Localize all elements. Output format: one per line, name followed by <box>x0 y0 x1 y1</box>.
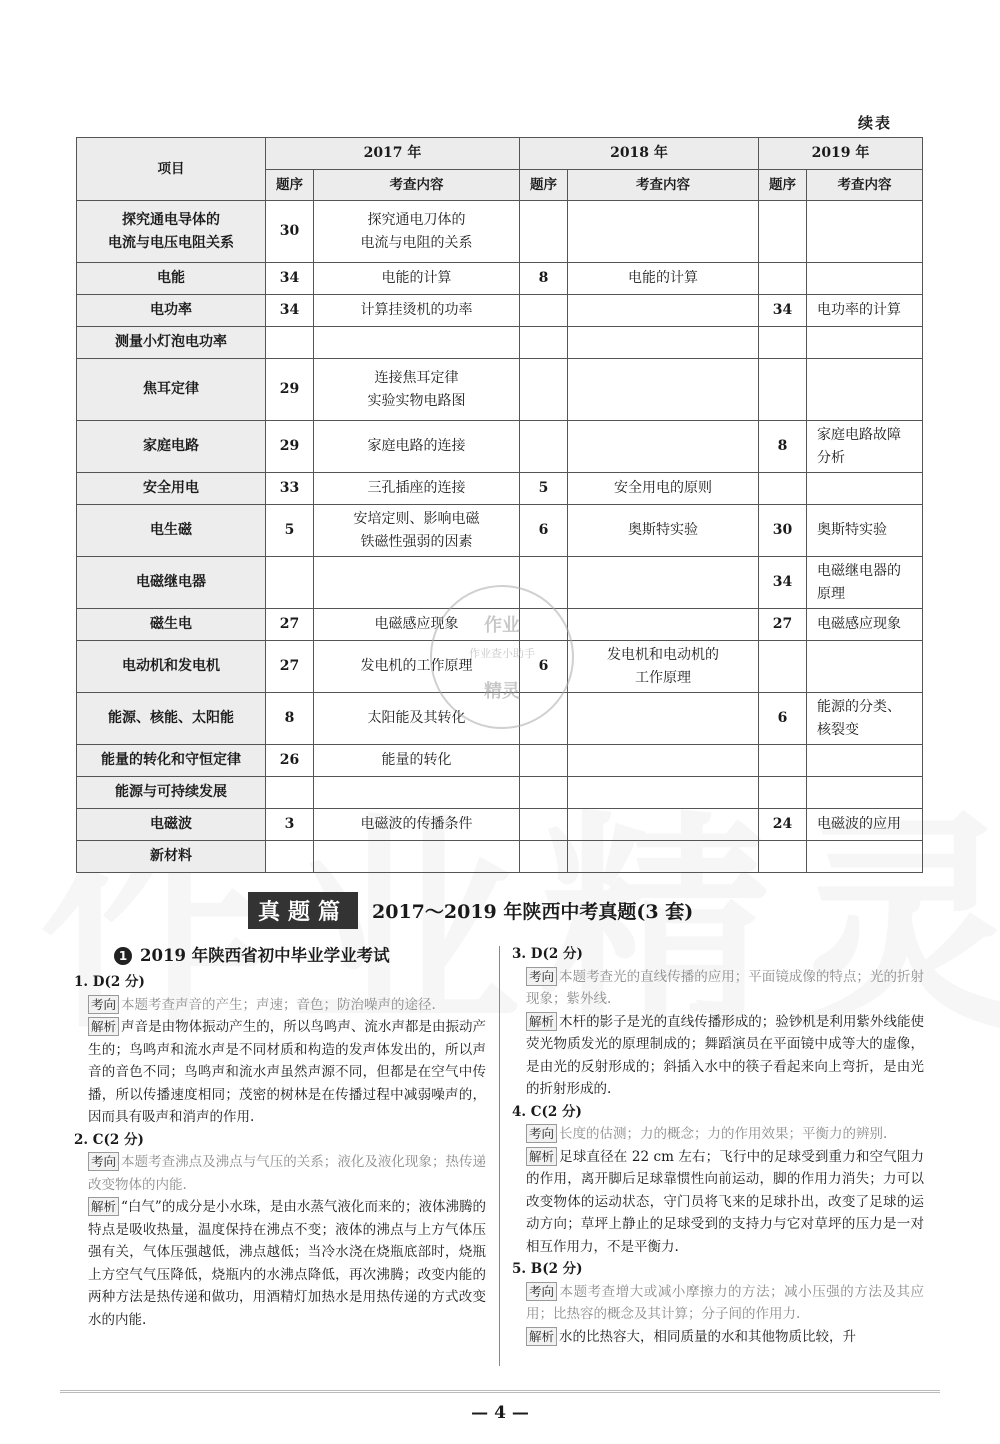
table-row <box>77 641 923 693</box>
kaoxiang-tag: 考向 <box>526 1282 557 1301</box>
question-no-2018: 5 <box>520 473 568 505</box>
content-2019 <box>807 745 923 777</box>
content-2018 <box>568 609 759 641</box>
content-2017-line: 电能的计算 <box>381 270 452 286</box>
content-2018 <box>568 505 759 557</box>
jiexi-tag: 解析 <box>526 1147 557 1166</box>
stamp-top-text: 作业 <box>484 615 520 636</box>
jiexi-paragraph <box>526 1326 924 1349</box>
page-number: — 4 — <box>471 1403 529 1423</box>
content-2017-line: 家庭电路的连接 <box>367 438 466 454</box>
content-2019 <box>807 263 923 295</box>
question-no-2018 <box>520 809 568 841</box>
question-no-2019: 6 <box>759 693 807 745</box>
question-no-2017: 34 <box>266 295 314 327</box>
content-2018-line: 发电机和电动机的 <box>607 646 719 663</box>
table-row <box>77 421 923 473</box>
content-2017 <box>314 745 520 777</box>
question-no-2019 <box>759 777 807 809</box>
question-no-2018: 6 <box>520 641 568 693</box>
content-2018 <box>568 201 759 263</box>
question-no-2019: 34 <box>759 557 807 609</box>
topic-cell <box>77 609 266 641</box>
banner-title: 2017～2019 年陕西中考真题(3 套) <box>372 900 694 923</box>
question-no-2018 <box>520 295 568 327</box>
content-2019 <box>807 641 923 693</box>
question-no-2019: 34 <box>759 295 807 327</box>
question-no-2019: 8 <box>759 421 807 473</box>
content-2017-line: 连接焦耳定律 <box>374 369 459 386</box>
column-divider <box>499 946 500 1366</box>
content-2017 <box>314 809 520 841</box>
content-2019-line: 电磁感应现象 <box>817 616 901 632</box>
content-2019-line: 电功率的计算 <box>817 302 901 318</box>
content-2018 <box>568 359 759 421</box>
content-2019-line: 家庭电路故障 <box>817 426 901 443</box>
table-row <box>77 295 923 327</box>
content-2018 <box>568 777 759 809</box>
topic-cell-line: 安全用电 <box>143 480 199 496</box>
topic-cell <box>77 359 266 421</box>
content-2018 <box>568 327 759 359</box>
answer-column-left <box>74 943 486 1331</box>
topic-cell-line: 焦耳定律 <box>143 381 199 397</box>
topic-cell <box>77 777 266 809</box>
question-no-2017: 5 <box>266 505 314 557</box>
table-row <box>77 609 923 641</box>
content-2018 <box>568 295 759 327</box>
content-2019-line: 能源的分类、 <box>817 698 901 715</box>
question-no-2019 <box>759 641 807 693</box>
topic-cell-line: 电磁继电器 <box>136 574 206 590</box>
topic-cell <box>77 745 266 777</box>
kaoxiang-paragraph <box>526 1123 924 1146</box>
question-no-2017: 33 <box>266 473 314 505</box>
content-2019 <box>807 693 923 745</box>
exam-section-title <box>114 943 486 969</box>
year-header-2017: 2017 年 <box>266 138 520 170</box>
table-row <box>77 473 923 505</box>
topic-cell-line: 测量小灯泡电功率 <box>115 334 227 350</box>
footer-rule <box>60 1390 940 1393</box>
content-2017 <box>314 557 520 609</box>
content-2017-line: 探究通电刀体的 <box>367 211 466 228</box>
kaoxiang-text: 本题考查沸点及沸点与气压的关系；液化及液化现象；热传递改变物体的内能. <box>88 1154 486 1193</box>
topic-cell <box>77 557 266 609</box>
content-2017 <box>314 693 520 745</box>
question-no-2017 <box>266 327 314 359</box>
sub-header-no: 题序 <box>520 170 568 201</box>
section-banner <box>248 891 693 929</box>
question-no-2019 <box>759 359 807 421</box>
stamp-bottom-text: 精灵 <box>484 681 520 702</box>
content-2018 <box>568 473 759 505</box>
topic-cell-line: 电功率 <box>150 302 192 318</box>
content-2017-line: 电磁波的传播条件 <box>360 816 473 832</box>
content-2018-line: 奥斯特实验 <box>628 522 698 538</box>
answer-key: 1. D(2 分) <box>74 974 145 990</box>
answer-item <box>512 943 924 1101</box>
topic-cell <box>77 505 266 557</box>
table-body <box>77 201 923 873</box>
kaoxiang-paragraph <box>88 1151 486 1196</box>
content-2019 <box>807 777 923 809</box>
content-2018 <box>568 841 759 873</box>
answer-key: 2. C(2 分) <box>74 1131 144 1148</box>
left-answers <box>74 971 486 1331</box>
question-no-2018 <box>520 557 568 609</box>
content-2019 <box>807 421 923 473</box>
right-answers <box>512 943 924 1348</box>
question-no-2019 <box>759 473 807 505</box>
content-2019 <box>807 505 923 557</box>
question-no-2017: 26 <box>266 745 314 777</box>
content-2018 <box>568 263 759 295</box>
continued-label: 续表 <box>857 114 892 132</box>
content-2017 <box>314 263 520 295</box>
content-2017-line: 安培定则、影响电磁 <box>353 510 480 527</box>
content-2019-line: 电磁波的应用 <box>817 816 901 832</box>
kaoxiang-text: 本题考查声音的产生；声速；音色；防治噪声的途径. <box>121 996 436 1013</box>
question-no-2017 <box>266 841 314 873</box>
jiexi-tag: 解析 <box>88 1197 119 1216</box>
kaoxiang-text: 长度的估测；力的概念；力的作用效果；平衡力的辨别. <box>559 1126 888 1142</box>
question-no-2019 <box>759 327 807 359</box>
kaoxiang-text: 本题考查增大或减小摩擦力的方法；减小压强的方法及其应用；比热容的概念及其计算；分子间的作用力. <box>526 1283 924 1322</box>
content-2019-line: 分析 <box>817 449 845 466</box>
content-2017-line: 实验实物电路图 <box>367 392 466 409</box>
kaoxiang-tag: 考向 <box>526 967 557 986</box>
topic-cell-line: 电生磁 <box>150 522 192 538</box>
content-2018 <box>568 557 759 609</box>
topic-cell <box>77 295 266 327</box>
content-2019-line: 原理 <box>817 585 845 602</box>
table-row <box>77 557 923 609</box>
question-no-2018 <box>520 777 568 809</box>
jiexi-text: 木杆的影子是光的直线传播形成的；验钞机是利用紫外线能使荧光物质发光的原理制成的；舞蹈演员在平面镜中成等大的虚像，是由光的反射形成的；斜插入水中的筷子看起来向上弯折，是由光的折射形成的. <box>526 1013 924 1097</box>
kaoxiang-paragraph <box>526 1281 924 1326</box>
content-2019 <box>807 841 923 873</box>
content-2019 <box>807 295 923 327</box>
topic-cell <box>77 841 266 873</box>
content-2018-line: 电能的计算 <box>628 270 698 286</box>
jiexi-text: 足球直径在 22 cm 左右；飞行中的足球受到重力和空气阻力的作用，离开脚后足球靠惯性向前运动，脚的作用力消失；力可以改变物体的运动状态，守门员将飞来的足球扑出，改变了足球的运动方向；草坪上静止的足球受到的支持力与它对草坪的压力是一对相互作用力，不是平衡力. <box>526 1148 924 1255</box>
sub-header-content: 考查内容 <box>568 170 759 201</box>
question-no-2018 <box>520 327 568 359</box>
topic-cell <box>77 327 266 359</box>
topic-cell <box>77 641 266 693</box>
question-no-2017: 29 <box>266 359 314 421</box>
question-no-2018 <box>520 609 568 641</box>
content-2017-line: 太阳能及其转化 <box>367 710 466 726</box>
content-2019-line: 电磁继电器的 <box>817 562 901 579</box>
content-2018-line: 安全用电的原则 <box>614 480 712 496</box>
question-no-2018 <box>520 693 568 745</box>
sub-header-content: 考查内容 <box>314 170 520 201</box>
project-header: 项目 <box>77 138 266 201</box>
content-2017-line: 电流与电阻的关系 <box>360 234 473 251</box>
content-2019 <box>807 359 923 421</box>
topic-cell <box>77 263 266 295</box>
kaoxiang-tag: 考向 <box>88 1152 119 1171</box>
question-no-2019: 30 <box>759 505 807 557</box>
exam-topics-table <box>76 137 923 873</box>
question-no-2018: 8 <box>520 263 568 295</box>
question-no-2017: 30 <box>266 201 314 263</box>
content-2017-line: 计算挂烫机的功率 <box>360 302 473 318</box>
question-no-2018 <box>520 841 568 873</box>
kaoxiang-text: 本题考查光的直线传播的应用；平面镜成像的特点；光的折射现象；紫外线. <box>526 968 924 1007</box>
content-2017 <box>314 327 520 359</box>
jiexi-text: 声音是由物体振动产生的，所以鸟鸣声、流水声都是由振动产生的；鸟鸣声和流水声是不同材质和构造的发声体发出的，所以声音的音色不同；鸟鸣声和流水声虽然声源不同，但都是在空气中传播，所以传播速度相同；茂密的树林是在传播过程中减弱噪声的，因而具有吸声和消声的作用. <box>88 1019 486 1125</box>
content-2017 <box>314 295 520 327</box>
question-no-2018 <box>520 745 568 777</box>
content-2017-line: 发电机的工作原理 <box>360 658 473 674</box>
question-no-2018 <box>520 359 568 421</box>
table-row <box>77 693 923 745</box>
topic-cell-line: 能量的转化和守恒定律 <box>101 752 241 768</box>
content-2017 <box>314 359 520 421</box>
content-2017-line: 铁磁性强弱的因素 <box>360 533 473 550</box>
table-row <box>77 777 923 809</box>
content-2018 <box>568 641 759 693</box>
topic-cell <box>77 809 266 841</box>
answer-item <box>512 1101 924 1259</box>
question-no-2019 <box>759 263 807 295</box>
jiexi-text: 水的比热容大，相同质量的水和其他物质比较，升 <box>559 1328 857 1345</box>
stamp-middle-text: 作业查小助手 <box>469 647 535 660</box>
question-no-2017 <box>266 557 314 609</box>
content-2017 <box>314 421 520 473</box>
topic-cell-line: 电磁波 <box>150 816 192 832</box>
content-2017 <box>314 201 520 263</box>
content-2019 <box>807 473 923 505</box>
jiexi-paragraph <box>526 1011 924 1101</box>
table-row <box>77 201 923 263</box>
question-no-2017: 8 <box>266 693 314 745</box>
question-no-2017: 34 <box>266 263 314 295</box>
topic-cell-line: 新材料 <box>150 848 192 864</box>
answer-column-right <box>512 943 924 1348</box>
sub-header-content: 考查内容 <box>807 170 923 201</box>
sub-header-no: 题序 <box>266 170 314 201</box>
kaoxiang-tag: 考向 <box>88 995 119 1014</box>
content-2019 <box>807 327 923 359</box>
content-2018-line: 工作原理 <box>635 669 691 686</box>
content-2017 <box>314 609 520 641</box>
table-row <box>77 327 923 359</box>
year-header-2019: 2019 年 <box>759 138 923 170</box>
content-2019-line: 奥斯特实验 <box>817 522 887 538</box>
kaoxiang-paragraph <box>88 994 486 1017</box>
content-2017 <box>314 641 520 693</box>
question-no-2018 <box>520 421 568 473</box>
answer-key: 4. C(2 分) <box>512 1103 582 1120</box>
topic-cell-line: 电流与电压电阻关系 <box>108 234 234 251</box>
question-no-2019 <box>759 201 807 263</box>
question-no-2019: 24 <box>759 809 807 841</box>
content-2017 <box>314 473 520 505</box>
answer-key: 5. B(2 分) <box>512 1261 583 1277</box>
content-2019 <box>807 557 923 609</box>
content-2017 <box>314 841 520 873</box>
section-title-text: 2019 年陕西省初中毕业学业考试 <box>140 946 390 965</box>
table-row <box>77 263 923 295</box>
jiexi-tag: 解析 <box>526 1327 557 1346</box>
content-2019 <box>807 809 923 841</box>
answer-item <box>512 1258 924 1348</box>
topic-cell-line: 磁生电 <box>150 616 192 632</box>
topic-cell-line: 能源与可持续发展 <box>115 784 227 800</box>
kaoxiang-tag: 考向 <box>526 1124 557 1143</box>
content-2018 <box>568 421 759 473</box>
jiexi-tag: 解析 <box>88 1017 119 1036</box>
kaoxiang-paragraph <box>526 966 924 1011</box>
content-2017-line: 三孔插座的连接 <box>367 480 466 496</box>
content-2019 <box>807 609 923 641</box>
jiexi-paragraph <box>88 1016 486 1129</box>
topic-cell-line: 电动机和发电机 <box>122 658 220 674</box>
topic-cell-line: 能源、核能、太阳能 <box>108 710 234 726</box>
content-2017-line: 能量的转化 <box>381 752 452 768</box>
question-no-2017: 27 <box>266 609 314 641</box>
table-row <box>77 809 923 841</box>
topic-cell-line: 电能 <box>157 270 185 286</box>
content-2018 <box>568 745 759 777</box>
content-2019 <box>807 201 923 263</box>
content-2018 <box>568 809 759 841</box>
question-no-2018: 6 <box>520 505 568 557</box>
banner-label: 真题篇 <box>248 892 358 929</box>
question-no-2017: 29 <box>266 421 314 473</box>
topic-cell <box>77 693 266 745</box>
question-no-2019 <box>759 745 807 777</box>
year-header-2018: 2018 年 <box>520 138 759 170</box>
question-no-2018 <box>520 201 568 263</box>
table-row <box>77 359 923 421</box>
content-2019-line: 核裂变 <box>817 721 859 738</box>
jiexi-text: “白气”的成分是小水珠，是由水蒸气液化而来的；液体沸腾的特点是吸收热量，温度保持在沸点不变；液体的沸点与上方气体压强有关，气体压强越低，沸点越低；当冷水浇在烧瓶底部时，烧瓶上方空气气压降低，烧瓶内的水沸点降低，再次沸腾；改变内能的两种方法是热传递和做功，用酒精灯加热水是用热传递的方式改变水的内能. <box>88 1199 486 1328</box>
topic-cell <box>77 201 266 263</box>
content-2018 <box>568 693 759 745</box>
topic-cell <box>77 421 266 473</box>
jiexi-tag: 解析 <box>526 1012 557 1031</box>
jiexi-paragraph <box>88 1196 486 1331</box>
question-no-2017: 3 <box>266 809 314 841</box>
content-2017-line: 电磁感应现象 <box>374 616 459 632</box>
topic-cell-line: 探究通电导体的 <box>122 211 220 228</box>
sub-header-no: 题序 <box>759 170 807 201</box>
question-no-2019: 27 <box>759 609 807 641</box>
content-2017 <box>314 505 520 557</box>
content-2017 <box>314 777 520 809</box>
topic-cell-line: 家庭电路 <box>143 438 199 454</box>
answer-item <box>74 1129 486 1332</box>
table-row <box>77 745 923 777</box>
question-no-2017: 27 <box>266 641 314 693</box>
question-no-2019 <box>759 841 807 873</box>
question-no-2017 <box>266 777 314 809</box>
answer-item <box>74 971 486 1129</box>
jiexi-paragraph <box>526 1146 924 1259</box>
table-row <box>77 841 923 873</box>
topic-cell <box>77 473 266 505</box>
section-number-badge: 1 <box>114 947 132 965</box>
table-row <box>77 505 923 557</box>
answer-key: 3. D(2 分) <box>512 946 583 962</box>
